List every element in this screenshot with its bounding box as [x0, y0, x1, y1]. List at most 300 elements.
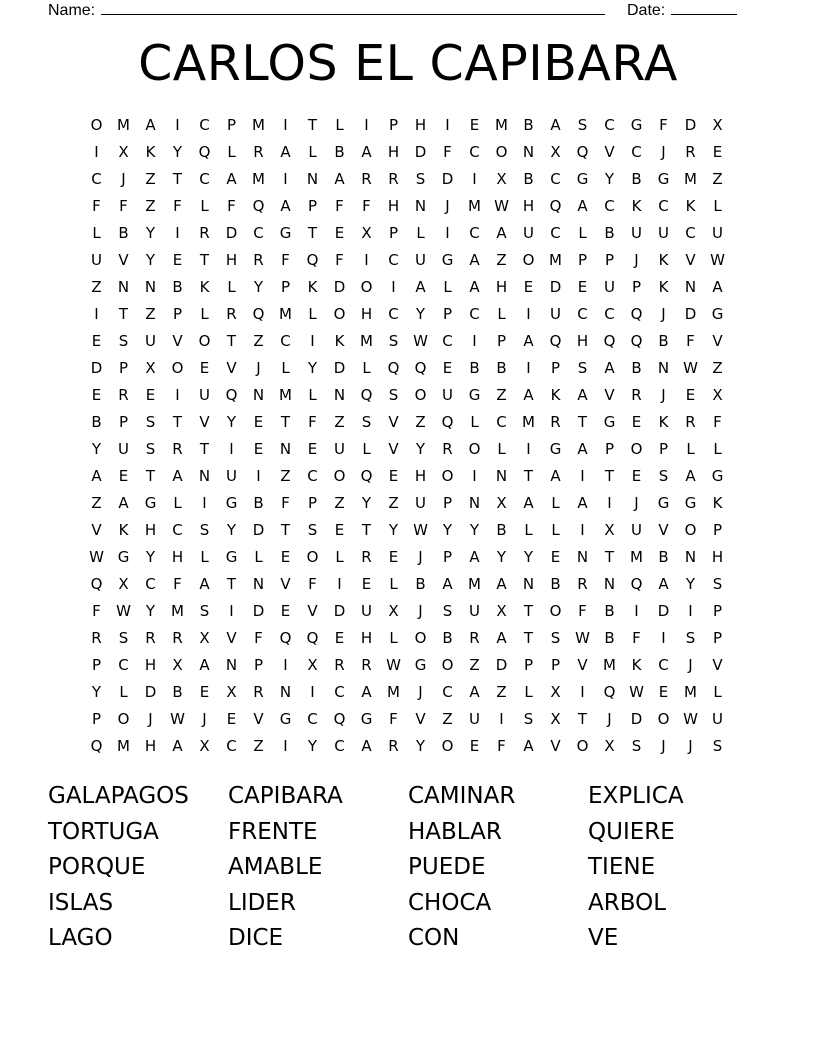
grid-letter[interactable]: G [414, 656, 427, 674]
grid-letter[interactable]: V [199, 413, 210, 431]
grid-letter[interactable]: F [227, 197, 236, 215]
grid-letter[interactable]: O [306, 548, 319, 566]
grid-letter[interactable]: V [253, 710, 264, 728]
grid-letter[interactable]: V [415, 710, 426, 728]
grid-letter[interactable]: N [495, 467, 508, 485]
grid-letter[interactable]: L [227, 143, 236, 161]
grid-letter[interactable]: L [524, 683, 533, 701]
grid-letter[interactable]: K [334, 332, 345, 350]
grid-letter[interactable]: V [226, 629, 237, 647]
grid-letter[interactable]: R [145, 629, 156, 647]
grid-letter[interactable]: I [175, 386, 180, 404]
grid-letter[interactable]: H [414, 116, 427, 134]
grid-letter[interactable]: O [549, 602, 562, 620]
grid-letter[interactable]: L [254, 548, 263, 566]
grid-letter[interactable]: G [711, 305, 724, 323]
grid-letter[interactable]: V [604, 143, 615, 161]
grid-letter[interactable]: I [472, 467, 477, 485]
grid-letter[interactable]: U [604, 278, 615, 296]
grid-letter[interactable]: Z [712, 170, 723, 188]
grid-letter[interactable]: E [658, 683, 669, 701]
grid-letter[interactable]: F [281, 494, 290, 512]
grid-letter[interactable]: J [661, 737, 666, 755]
grid-letter[interactable]: Y [253, 278, 264, 296]
grid-letter[interactable]: H [360, 629, 373, 647]
grid-letter[interactable]: N [117, 278, 130, 296]
grid-letter[interactable]: Z [334, 494, 345, 512]
grid-letter[interactable]: F [92, 197, 101, 215]
grid-letter[interactable]: W [89, 548, 104, 566]
grid-letter[interactable]: A [658, 575, 669, 593]
grid-letter[interactable]: U [199, 386, 210, 404]
grid-letter[interactable]: I [283, 170, 288, 188]
grid-letter[interactable]: Y [415, 440, 426, 458]
grid-letter[interactable]: K [145, 143, 156, 161]
grid-letter[interactable]: B [172, 683, 183, 701]
grid-letter[interactable]: Q [630, 332, 643, 350]
grid-letter[interactable]: E [172, 251, 183, 269]
grid-letter[interactable]: S [577, 116, 588, 134]
grid-letter[interactable]: X [199, 629, 210, 647]
grid-letter[interactable]: B [658, 548, 669, 566]
grid-letter[interactable]: B [253, 494, 264, 512]
grid-letter[interactable]: H [495, 278, 508, 296]
grid-letter[interactable]: Y [145, 251, 156, 269]
grid-letter[interactable]: D [225, 224, 238, 242]
grid-letter[interactable]: H [522, 197, 535, 215]
grid-letter[interactable]: S [523, 710, 534, 728]
grid-letter[interactable]: I [337, 575, 342, 593]
grid-letter[interactable]: I [175, 224, 180, 242]
grid-letter[interactable]: W [413, 332, 428, 350]
grid-letter[interactable]: M [495, 116, 508, 134]
grid-letter[interactable]: Z [496, 386, 507, 404]
grid-letter[interactable]: U [631, 521, 642, 539]
grid-letter[interactable]: Z [145, 170, 156, 188]
grid-letter[interactable]: V [172, 332, 183, 350]
grid-letter[interactable]: P [604, 440, 615, 458]
grid-letter[interactable]: Q [90, 737, 103, 755]
grid-letter[interactable]: K [199, 278, 210, 296]
grid-letter[interactable]: E [550, 548, 561, 566]
grid-letter[interactable]: Z [253, 332, 264, 350]
grid-letter[interactable]: F [92, 602, 101, 620]
grid-letter[interactable]: H [711, 548, 724, 566]
grid-letter[interactable]: X [550, 710, 561, 728]
grid-letter[interactable]: R [172, 440, 183, 458]
grid-letter[interactable]: Q [441, 413, 454, 431]
grid-letter[interactable]: F [686, 332, 695, 350]
grid-letter[interactable]: Y [91, 440, 102, 458]
grid-letter[interactable]: O [441, 467, 454, 485]
grid-letter[interactable]: X [550, 143, 561, 161]
grid-letter[interactable]: N [333, 386, 346, 404]
grid-letter[interactable]: O [333, 305, 346, 323]
grid-letter[interactable]: U [712, 710, 723, 728]
grid-letter[interactable]: Q [630, 575, 643, 593]
grid-letter[interactable]: N [279, 683, 292, 701]
grid-letter[interactable]: P [91, 656, 102, 674]
grid-letter[interactable]: W [575, 629, 590, 647]
grid-letter[interactable]: A [199, 575, 210, 593]
grid-letter[interactable]: Y [496, 548, 507, 566]
grid-letter[interactable]: I [229, 440, 234, 458]
grid-letter[interactable]: O [333, 467, 346, 485]
grid-letter[interactable]: E [91, 332, 102, 350]
grid-letter[interactable]: Q [225, 386, 238, 404]
grid-letter[interactable]: S [415, 170, 426, 188]
grid-letter[interactable]: L [173, 494, 182, 512]
grid-letter[interactable]: X [604, 521, 615, 539]
grid-letter[interactable]: C [631, 143, 642, 161]
grid-letter[interactable]: Q [603, 683, 616, 701]
grid-letter[interactable]: S [388, 332, 399, 350]
grid-letter[interactable]: G [657, 170, 670, 188]
grid-letter[interactable]: O [171, 359, 184, 377]
grid-letter[interactable]: N [468, 494, 481, 512]
grid-letter[interactable]: P [253, 656, 264, 674]
grid-letter[interactable]: M [252, 170, 265, 188]
grid-letter[interactable]: E [145, 386, 156, 404]
grid-letter[interactable]: Z [415, 413, 426, 431]
grid-letter[interactable]: Z [145, 305, 156, 323]
grid-letter[interactable]: C [550, 170, 561, 188]
grid-letter[interactable]: W [413, 521, 428, 539]
grid-letter[interactable]: I [526, 359, 531, 377]
grid-letter[interactable]: Y [145, 548, 156, 566]
grid-letter[interactable]: H [171, 548, 184, 566]
grid-letter[interactable]: C [442, 332, 453, 350]
grid-letter[interactable]: Q [306, 251, 319, 269]
grid-letter[interactable]: D [630, 710, 643, 728]
grid-letter[interactable]: J [445, 197, 450, 215]
grid-letter[interactable]: X [145, 359, 156, 377]
grid-letter[interactable]: C [226, 737, 237, 755]
grid-letter[interactable]: O [360, 278, 373, 296]
grid-letter[interactable]: S [685, 629, 696, 647]
grid-letter[interactable]: T [172, 170, 183, 188]
grid-letter[interactable]: E [685, 386, 696, 404]
grid-letter[interactable]: L [335, 116, 344, 134]
grid-letter[interactable]: W [494, 197, 509, 215]
grid-letter[interactable]: L [389, 575, 398, 593]
grid-letter[interactable]: S [199, 521, 210, 539]
grid-letter[interactable]: X [199, 737, 210, 755]
grid-letter[interactable]: X [604, 737, 615, 755]
grid-letter[interactable]: A [172, 467, 183, 485]
grid-letter[interactable]: A [361, 143, 372, 161]
grid-letter[interactable]: P [91, 710, 102, 728]
grid-letter[interactable]: J [607, 710, 612, 728]
grid-letter[interactable]: P [577, 251, 588, 269]
grid-letter[interactable]: Z [91, 278, 102, 296]
grid-letter[interactable]: S [631, 737, 642, 755]
grid-letter[interactable]: R [469, 629, 480, 647]
grid-letter[interactable]: C [604, 116, 615, 134]
grid-letter[interactable]: I [580, 521, 585, 539]
grid-letter[interactable]: Z [496, 683, 507, 701]
grid-letter[interactable]: U [415, 494, 426, 512]
grid-letter[interactable]: W [629, 683, 644, 701]
grid-letter[interactable]: G [684, 494, 697, 512]
grid-letter[interactable]: N [306, 170, 319, 188]
grid-letter[interactable]: B [442, 629, 453, 647]
grid-letter[interactable]: U [631, 224, 642, 242]
grid-letter[interactable]: I [391, 278, 396, 296]
grid-letter[interactable]: A [577, 197, 588, 215]
grid-letter[interactable]: V [226, 359, 237, 377]
grid-letter[interactable]: I [310, 332, 315, 350]
grid-letter[interactable]: R [199, 224, 210, 242]
grid-letter[interactable]: F [659, 116, 668, 134]
grid-letter[interactable]: Q [549, 197, 562, 215]
grid-letter[interactable]: L [335, 548, 344, 566]
grid-letter[interactable]: Y [415, 737, 426, 755]
grid-letter[interactable]: A [577, 440, 588, 458]
grid-letter[interactable]: C [307, 467, 318, 485]
grid-letter[interactable]: R [334, 656, 345, 674]
grid-letter[interactable]: U [91, 251, 102, 269]
grid-letter[interactable]: L [389, 629, 398, 647]
grid-letter[interactable]: M [171, 602, 184, 620]
grid-letter[interactable]: I [283, 116, 288, 134]
grid-letter[interactable]: Y [442, 521, 453, 539]
grid-letter[interactable]: F [578, 602, 587, 620]
grid-letter[interactable]: U [118, 440, 129, 458]
grid-letter[interactable]: A [685, 467, 696, 485]
grid-letter[interactable]: L [227, 278, 236, 296]
grid-letter[interactable]: C [253, 224, 264, 242]
grid-letter[interactable]: B [496, 521, 507, 539]
grid-letter[interactable]: N [603, 575, 616, 593]
grid-letter[interactable]: F [254, 629, 263, 647]
grid-letter[interactable]: E [577, 278, 588, 296]
grid-letter[interactable]: T [280, 521, 291, 539]
grid-letter[interactable]: N [522, 575, 535, 593]
name-blank-line[interactable] [101, 0, 605, 15]
grid-letter[interactable]: Y [361, 494, 372, 512]
grid-letter[interactable]: N [252, 386, 265, 404]
grid-letter[interactable]: L [713, 440, 722, 458]
grid-letter[interactable]: B [550, 575, 561, 593]
grid-letter[interactable]: N [198, 467, 211, 485]
grid-letter[interactable]: C [658, 656, 669, 674]
grid-letter[interactable]: B [469, 359, 480, 377]
grid-letter[interactable]: X [388, 602, 399, 620]
grid-letter[interactable]: D [441, 170, 454, 188]
grid-letter[interactable]: H [144, 656, 157, 674]
grid-letter[interactable]: C [91, 170, 102, 188]
grid-letter[interactable]: K [118, 521, 129, 539]
grid-letter[interactable]: S [658, 467, 669, 485]
grid-letter[interactable]: I [94, 305, 99, 323]
grid-letter[interactable]: X [226, 683, 237, 701]
grid-letter[interactable]: R [631, 386, 642, 404]
grid-letter[interactable]: D [333, 359, 346, 377]
grid-letter[interactable]: V [685, 251, 696, 269]
grid-letter[interactable]: S [712, 575, 723, 593]
grid-letter[interactable]: U [658, 224, 669, 242]
grid-letter[interactable]: A [442, 575, 453, 593]
grid-letter[interactable]: H [414, 467, 427, 485]
grid-letter[interactable]: R [253, 683, 264, 701]
grid-letter[interactable]: H [225, 251, 238, 269]
grid-letter[interactable]: L [497, 305, 506, 323]
grid-letter[interactable]: P [280, 278, 291, 296]
grid-letter[interactable]: L [308, 305, 317, 323]
grid-letter[interactable]: A [91, 467, 102, 485]
grid-letter[interactable]: R [361, 656, 372, 674]
grid-letter[interactable]: F [119, 197, 128, 215]
grid-letter[interactable]: E [469, 737, 480, 755]
grid-letter[interactable]: O [117, 710, 130, 728]
grid-letter[interactable]: I [634, 602, 639, 620]
grid-letter[interactable]: C [685, 224, 696, 242]
grid-letter[interactable]: A [226, 170, 237, 188]
grid-letter[interactable]: M [279, 305, 292, 323]
grid-letter[interactable]: U [442, 386, 453, 404]
grid-letter[interactable]: O [441, 737, 454, 755]
grid-letter[interactable]: F [443, 143, 452, 161]
grid-letter[interactable]: K [685, 197, 696, 215]
grid-letter[interactable]: Y [604, 170, 615, 188]
grid-letter[interactable]: E [199, 359, 210, 377]
grid-letter[interactable]: P [442, 305, 453, 323]
grid-letter[interactable]: A [523, 737, 534, 755]
grid-letter[interactable]: O [522, 251, 535, 269]
grid-letter[interactable]: L [470, 413, 479, 431]
grid-letter[interactable]: H [387, 143, 400, 161]
grid-letter[interactable]: N [144, 278, 157, 296]
name-field[interactable] [48, 0, 605, 20]
grid-letter[interactable]: A [496, 224, 507, 242]
grid-letter[interactable]: E [253, 413, 264, 431]
grid-letter[interactable]: P [388, 116, 399, 134]
grid-letter[interactable]: V [577, 656, 588, 674]
grid-letter[interactable]: G [144, 494, 157, 512]
grid-letter[interactable]: V [550, 737, 561, 755]
grid-letter[interactable]: Y [523, 548, 534, 566]
grid-letter[interactable]: B [415, 575, 426, 593]
grid-letter[interactable]: L [713, 683, 722, 701]
grid-letter[interactable]: T [577, 710, 588, 728]
grid-letter[interactable]: G [603, 413, 616, 431]
grid-letter[interactable]: J [256, 359, 261, 377]
grid-letter[interactable]: Z [334, 413, 345, 431]
grid-letter[interactable]: G [117, 548, 130, 566]
grid-letter[interactable]: E [334, 224, 345, 242]
grid-letter[interactable]: B [496, 359, 507, 377]
grid-letter[interactable]: Y [307, 737, 318, 755]
grid-letter[interactable]: L [362, 359, 371, 377]
grid-letter[interactable]: A [604, 359, 615, 377]
grid-letter[interactable]: E [118, 467, 129, 485]
grid-letter[interactable]: R [361, 170, 372, 188]
grid-letter[interactable]: E [307, 440, 318, 458]
grid-letter[interactable]: P [226, 116, 237, 134]
grid-letter[interactable]: G [441, 251, 454, 269]
grid-letter[interactable]: C [469, 305, 480, 323]
grid-letter[interactable]: A [523, 494, 534, 512]
grid-letter[interactable]: D [684, 305, 697, 323]
grid-letter[interactable]: U [712, 224, 723, 242]
grid-letter[interactable]: I [364, 251, 369, 269]
grid-letter[interactable]: I [283, 656, 288, 674]
grid-letter[interactable]: X [172, 656, 183, 674]
grid-letter[interactable]: H [387, 197, 400, 215]
grid-letter[interactable]: Z [712, 359, 723, 377]
grid-letter[interactable]: L [578, 224, 587, 242]
grid-letter[interactable]: N [576, 548, 589, 566]
grid-letter[interactable]: R [226, 305, 237, 323]
grid-letter[interactable]: J [661, 386, 666, 404]
grid-letter[interactable]: F [308, 575, 317, 593]
grid-letter[interactable]: R [388, 170, 399, 188]
grid-letter[interactable]: T [577, 413, 588, 431]
grid-letter[interactable]: B [604, 629, 615, 647]
grid-letter[interactable]: O [468, 440, 481, 458]
grid-letter[interactable]: S [199, 602, 210, 620]
grid-letter[interactable]: V [712, 656, 723, 674]
grid-letter[interactable]: Y [226, 521, 237, 539]
grid-letter[interactable]: C [118, 656, 129, 674]
grid-letter[interactable]: Y [685, 575, 696, 593]
grid-letter[interactable]: C [388, 305, 399, 323]
grid-letter[interactable]: R [172, 629, 183, 647]
grid-letter[interactable]: B [631, 359, 642, 377]
grid-letter[interactable]: P [496, 332, 507, 350]
grid-letter[interactable]: C [604, 197, 615, 215]
grid-letter[interactable]: J [661, 305, 666, 323]
grid-letter[interactable]: A [145, 116, 156, 134]
grid-letter[interactable]: R [91, 629, 102, 647]
grid-letter[interactable]: T [523, 467, 534, 485]
grid-letter[interactable]: O [630, 440, 643, 458]
grid-letter[interactable]: E [91, 386, 102, 404]
grid-letter[interactable]: Z [91, 494, 102, 512]
grid-letter[interactable]: J [634, 494, 639, 512]
grid-letter[interactable]: Y [172, 143, 183, 161]
grid-letter[interactable]: P [307, 197, 318, 215]
grid-letter[interactable]: E [280, 548, 291, 566]
grid-letter[interactable]: A [280, 197, 291, 215]
grid-letter[interactable]: J [418, 683, 423, 701]
date-field[interactable] [627, 0, 737, 20]
grid-letter[interactable]: X [307, 656, 318, 674]
grid-letter[interactable]: J [688, 737, 693, 755]
grid-letter[interactable]: H [360, 305, 373, 323]
grid-letter[interactable]: W [683, 710, 698, 728]
grid-letter[interactable]: A [280, 143, 291, 161]
grid-letter[interactable]: R [442, 440, 453, 458]
grid-letter[interactable]: C [604, 305, 615, 323]
grid-letter[interactable]: A [361, 683, 372, 701]
grid-letter[interactable]: G [225, 494, 238, 512]
grid-letter[interactable]: U [334, 440, 345, 458]
grid-letter[interactable]: O [90, 116, 103, 134]
grid-letter[interactable]: T [118, 305, 129, 323]
grid-letter[interactable]: G [576, 170, 589, 188]
grid-letter[interactable]: M [549, 251, 562, 269]
grid-letter[interactable]: C [334, 737, 345, 755]
grid-letter[interactable]: B [604, 224, 615, 242]
grid-letter[interactable]: A [550, 116, 561, 134]
grid-letter[interactable]: F [335, 197, 344, 215]
grid-letter[interactable]: R [685, 143, 696, 161]
grid-letter[interactable]: M [603, 656, 616, 674]
grid-letter[interactable]: L [713, 197, 722, 215]
grid-letter[interactable]: T [145, 467, 156, 485]
